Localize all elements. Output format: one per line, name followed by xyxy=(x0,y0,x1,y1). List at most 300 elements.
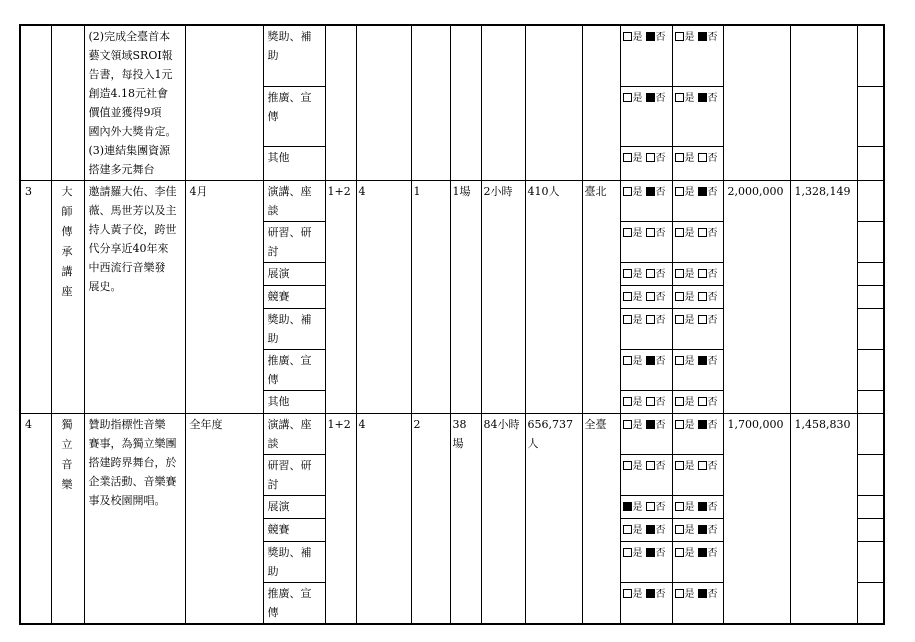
description-line: 展史。 xyxy=(88,280,122,293)
total-hours xyxy=(481,25,525,181)
option-cell xyxy=(672,286,723,309)
checkbox-yes[interactable] xyxy=(623,548,632,557)
item-name-char: 樂 xyxy=(61,478,73,491)
label-no: 否 xyxy=(655,461,666,472)
checkbox-no[interactable] xyxy=(646,292,655,301)
activity-type xyxy=(263,263,325,286)
option-cell xyxy=(672,583,723,625)
label-no: 否 xyxy=(707,461,718,472)
option-cell xyxy=(620,147,672,181)
session-count xyxy=(450,414,481,625)
label-yes: 是 xyxy=(632,92,643,104)
label-yes: 是 xyxy=(684,92,695,104)
option-cell xyxy=(672,542,723,583)
remarks xyxy=(857,414,884,455)
description-line: 國內外大獎肯定。 xyxy=(88,125,177,138)
yes-no-option xyxy=(675,228,718,239)
label-yes: 是 xyxy=(684,315,695,326)
description-line: 搭建跨界舞台，於 xyxy=(88,456,177,469)
checkbox-no[interactable] xyxy=(698,397,707,406)
label-no: 否 xyxy=(707,356,718,367)
checkbox-yes[interactable] xyxy=(623,525,632,534)
checkbox-yes[interactable] xyxy=(623,315,632,324)
label-no: 否 xyxy=(655,525,666,536)
label-yes: 是 xyxy=(632,548,643,559)
option-cell xyxy=(672,519,723,542)
label-yes: 是 xyxy=(632,315,643,326)
remarks xyxy=(857,286,884,309)
label-yes: 是 xyxy=(684,32,695,43)
actual-spend: 1,458,830 xyxy=(790,414,857,625)
remarks xyxy=(857,455,884,496)
yes-no-option xyxy=(623,93,666,104)
label-yes: 是 xyxy=(684,292,695,303)
description-line: 告書，每投入1元 xyxy=(88,68,173,81)
checkbox-yes[interactable] xyxy=(623,269,632,278)
checkbox-yes[interactable] xyxy=(623,356,632,365)
activity-type xyxy=(263,147,325,181)
description-line: 價值並獲得9項 xyxy=(88,106,162,119)
label-yes: 是 xyxy=(632,502,643,513)
checkbox-yes[interactable] xyxy=(675,356,684,365)
label-no: 否 xyxy=(655,548,666,559)
yes-no-option xyxy=(623,525,666,536)
yes-no-option xyxy=(675,315,718,326)
activity-type-line: 演講、座 xyxy=(267,418,312,431)
activity-type-line: 傳 xyxy=(267,606,279,619)
activity-type-line: 談 xyxy=(267,204,279,217)
label-no: 否 xyxy=(707,420,718,431)
checkbox-no[interactable] xyxy=(698,589,707,598)
label-yes: 是 xyxy=(684,187,695,198)
label-no: 否 xyxy=(707,548,718,559)
label-yes: 是 xyxy=(632,420,643,431)
yes-no-option xyxy=(675,461,718,472)
yes-no-option xyxy=(675,292,718,303)
total-hours: 2小時 xyxy=(481,181,525,414)
checkbox-no[interactable] xyxy=(646,315,655,324)
attendance-line: 人 xyxy=(527,437,539,450)
checkbox-no[interactable] xyxy=(698,461,707,470)
region: 臺北 xyxy=(582,181,620,414)
label-no: 否 xyxy=(707,269,718,280)
attendance-line: 656,737 xyxy=(527,418,573,431)
checkbox-yes[interactable] xyxy=(675,32,684,41)
remarks xyxy=(857,222,884,263)
checkbox-yes[interactable] xyxy=(675,153,684,162)
yes-no-option xyxy=(675,93,718,104)
checkbox-yes[interactable] xyxy=(675,397,684,406)
label-yes: 是 xyxy=(632,397,643,408)
session-count-line: 38 xyxy=(452,418,467,431)
checkbox-no[interactable] xyxy=(646,356,655,365)
yes-no-option xyxy=(675,356,718,367)
yes-no-option xyxy=(623,228,666,239)
checkbox-no[interactable] xyxy=(646,420,655,429)
remarks xyxy=(857,350,884,391)
item-name-char: 傳 xyxy=(61,225,73,238)
checkbox-no[interactable] xyxy=(698,292,707,301)
option-cell xyxy=(620,86,672,146)
label-yes: 是 xyxy=(684,269,695,280)
item-name-char: 承 xyxy=(61,245,73,258)
yes-no-option xyxy=(675,525,718,536)
checkbox-no[interactable] xyxy=(646,187,655,196)
activity-type xyxy=(263,181,325,222)
table-row xyxy=(20,414,884,455)
label-yes: 是 xyxy=(684,525,695,536)
option-cell xyxy=(672,181,723,222)
label-no: 否 xyxy=(655,397,666,408)
option-cell xyxy=(620,181,672,222)
item-name xyxy=(51,414,84,625)
label-no: 否 xyxy=(655,228,666,239)
attendance xyxy=(525,414,582,625)
label-no: 否 xyxy=(707,315,718,326)
label-no: 否 xyxy=(655,292,666,303)
checkbox-yes[interactable] xyxy=(675,93,684,102)
checkbox-yes[interactable] xyxy=(623,589,632,598)
activity-type-line: 展演 xyxy=(267,267,290,280)
label-no: 否 xyxy=(655,420,666,431)
option-cell xyxy=(620,583,672,625)
yes-no-option xyxy=(623,153,666,164)
indicator-1: 4 xyxy=(356,414,411,625)
activity-type xyxy=(263,496,325,519)
activity-type-line: 競賽 xyxy=(267,290,290,303)
checkbox-yes[interactable] xyxy=(623,187,632,196)
activity-type xyxy=(263,519,325,542)
activity-type-line: 助 xyxy=(267,332,279,345)
label-yes: 是 xyxy=(632,32,643,43)
total-hours: 84小時 xyxy=(481,414,525,625)
checkbox-no[interactable] xyxy=(698,356,707,365)
session-count xyxy=(450,25,481,181)
activity-type-line: 傳 xyxy=(267,109,279,123)
label-yes: 是 xyxy=(684,502,695,513)
label-no: 否 xyxy=(655,502,666,513)
target-audience: 1+2 xyxy=(325,181,356,414)
checkbox-yes[interactable] xyxy=(675,420,684,429)
option-cell xyxy=(620,222,672,263)
checkbox-yes[interactable] xyxy=(675,228,684,237)
checkbox-no[interactable] xyxy=(698,269,707,278)
option-cell xyxy=(620,414,672,455)
remarks xyxy=(857,391,884,414)
item-name-char: 獨 xyxy=(61,418,73,431)
remarks xyxy=(857,542,884,583)
description-line: 邀請羅大佑、李佳 xyxy=(88,185,177,198)
activity-type-line: 討 xyxy=(267,245,279,258)
checkbox-yes[interactable] xyxy=(623,397,632,406)
indicator-2: 1 xyxy=(411,181,450,414)
label-yes: 是 xyxy=(632,153,643,165)
indicator-2: 2 xyxy=(411,414,450,625)
description-line: 藝文領域SROI報 xyxy=(88,49,173,62)
label-yes: 是 xyxy=(632,356,643,367)
table-body xyxy=(20,25,884,624)
option-cell xyxy=(620,286,672,309)
activity-type xyxy=(263,414,325,455)
label-no: 否 xyxy=(707,525,718,536)
yes-no-option xyxy=(623,187,666,198)
checkbox-no[interactable] xyxy=(698,153,707,162)
activity-type-line: 助 xyxy=(267,49,279,62)
checkbox-no[interactable] xyxy=(698,32,707,41)
checkbox-no[interactable] xyxy=(646,153,655,162)
description-line: 代分享近40年來 xyxy=(88,242,169,255)
checkbox-no[interactable] xyxy=(698,548,707,557)
remarks xyxy=(857,25,884,86)
remarks xyxy=(857,309,884,350)
activity-type-line: 談 xyxy=(267,437,279,450)
yes-no-option xyxy=(623,356,666,367)
remarks xyxy=(857,263,884,286)
yes-no-option xyxy=(623,32,666,43)
option-cell xyxy=(672,86,723,146)
activity-type-line: 展演 xyxy=(267,500,290,513)
option-cell xyxy=(672,350,723,391)
checkbox-yes[interactable] xyxy=(675,315,684,324)
option-cell xyxy=(672,263,723,286)
option-cell xyxy=(620,350,672,391)
description-line: 薇、馬世芳以及主 xyxy=(88,204,177,217)
checkbox-no[interactable] xyxy=(698,502,707,511)
checkbox-yes[interactable] xyxy=(675,269,684,278)
checkbox-no[interactable] xyxy=(646,32,655,41)
label-no: 否 xyxy=(707,32,718,43)
label-no: 否 xyxy=(707,228,718,239)
activity-type xyxy=(263,86,325,146)
activity-type-line: 助 xyxy=(267,565,279,578)
activity-type xyxy=(263,583,325,625)
activity-type xyxy=(263,350,325,391)
checkbox-yes[interactable] xyxy=(623,228,632,237)
activity-type-line: 研習、研 xyxy=(267,459,312,472)
label-no: 否 xyxy=(707,292,718,303)
checkbox-no[interactable] xyxy=(698,228,707,237)
checkbox-no[interactable] xyxy=(646,548,655,557)
remarks xyxy=(857,496,884,519)
indicator-1 xyxy=(356,25,411,181)
label-no: 否 xyxy=(707,589,718,600)
checkbox-no[interactable] xyxy=(646,502,655,511)
checkbox-yes[interactable] xyxy=(623,93,632,102)
item-number: 4 xyxy=(20,414,51,625)
checkbox-yes[interactable] xyxy=(675,525,684,534)
option-cell xyxy=(672,25,723,86)
checkbox-yes[interactable] xyxy=(675,502,684,511)
activity-type-line: 獎助、補 xyxy=(267,546,312,559)
yes-no-option xyxy=(623,292,666,303)
activity-type xyxy=(263,309,325,350)
actual-spend xyxy=(790,25,857,181)
item-name xyxy=(51,181,84,414)
option-cell xyxy=(620,391,672,414)
target-audience xyxy=(325,25,356,181)
checkbox-yes[interactable] xyxy=(675,292,684,301)
table-row xyxy=(20,181,884,222)
attendance: 410人 xyxy=(525,181,582,414)
label-yes: 是 xyxy=(632,187,643,198)
option-cell xyxy=(672,309,723,350)
activity-type xyxy=(263,25,325,86)
label-yes: 是 xyxy=(684,548,695,559)
budget xyxy=(723,25,790,181)
checkbox-yes[interactable] xyxy=(623,32,632,41)
checkbox-no[interactable] xyxy=(646,228,655,237)
description-line: (3)連結集團資源 xyxy=(88,144,171,157)
label-no: 否 xyxy=(655,92,666,104)
target-audience: 1+2 xyxy=(325,414,356,625)
option-cell xyxy=(672,222,723,263)
yes-no-option xyxy=(675,269,718,280)
checkbox-yes[interactable] xyxy=(623,292,632,301)
checkbox-no[interactable] xyxy=(698,93,707,102)
description-line: (2)完成全臺首本 xyxy=(88,30,171,43)
remarks xyxy=(857,181,884,222)
budget: 1,700,000 xyxy=(723,414,790,625)
item-name xyxy=(51,25,84,181)
yes-no-option xyxy=(623,589,666,600)
activity-type xyxy=(263,391,325,414)
checkbox-no[interactable] xyxy=(698,315,707,324)
item-name-char: 座 xyxy=(61,285,73,298)
option-cell xyxy=(620,25,672,86)
label-yes: 是 xyxy=(684,397,695,408)
table-row xyxy=(20,25,884,86)
option-cell xyxy=(672,147,723,181)
option-cell xyxy=(620,542,672,583)
remarks xyxy=(857,519,884,542)
checkbox-yes[interactable] xyxy=(675,187,684,196)
label-no: 否 xyxy=(655,32,666,43)
checkbox-yes[interactable] xyxy=(623,461,632,470)
label-no: 否 xyxy=(655,269,666,280)
checkbox-yes[interactable] xyxy=(623,153,632,162)
label-yes: 是 xyxy=(632,292,643,303)
checkbox-yes[interactable] xyxy=(623,502,632,511)
checkbox-no[interactable] xyxy=(646,397,655,406)
yes-no-option xyxy=(623,502,666,513)
label-yes: 是 xyxy=(684,356,695,367)
label-no: 否 xyxy=(707,92,718,104)
description-line: 創造4.18元社會 xyxy=(88,87,168,100)
checkbox-no[interactable] xyxy=(646,589,655,598)
yes-no-option xyxy=(623,461,666,472)
checkbox-no[interactable] xyxy=(646,525,655,534)
yes-no-option xyxy=(675,548,718,559)
activity-type-line: 競賽 xyxy=(267,523,290,536)
yes-no-option xyxy=(623,420,666,431)
label-yes: 是 xyxy=(632,228,643,239)
activity-type xyxy=(263,455,325,496)
option-cell xyxy=(672,391,723,414)
checkbox-yes[interactable] xyxy=(675,548,684,557)
description-line: 企業活動、音樂賽 xyxy=(88,475,177,488)
option-cell xyxy=(672,496,723,519)
checkbox-yes[interactable] xyxy=(675,461,684,470)
label-no: 否 xyxy=(707,153,718,165)
activity-type-line: 推廣、宣 xyxy=(267,90,312,104)
option-cell xyxy=(620,496,672,519)
label-yes: 是 xyxy=(632,525,643,536)
session-count: 1場 xyxy=(450,181,481,414)
item-name-char: 講 xyxy=(61,265,73,278)
description-line: 中西流行音樂發 xyxy=(88,261,166,274)
remarks xyxy=(857,147,884,181)
activity-type xyxy=(263,222,325,263)
activity-type-line: 其他 xyxy=(267,395,290,408)
description-line: 搭建多元舞台 xyxy=(88,163,155,176)
label-no: 否 xyxy=(707,502,718,513)
region xyxy=(582,25,620,181)
yes-no-option xyxy=(675,153,718,164)
period xyxy=(185,25,263,181)
description-line: 贊助指標性音樂 xyxy=(88,418,166,431)
description-line: 賽事，為獨立樂團 xyxy=(88,437,177,450)
item-description xyxy=(84,414,185,625)
activity-type-line: 討 xyxy=(267,478,279,491)
activity-table xyxy=(19,24,885,625)
label-yes: 是 xyxy=(632,589,643,600)
item-number xyxy=(20,25,51,181)
activity-type-line: 推廣、宣 xyxy=(267,587,312,600)
activity-type-line: 獎助、補 xyxy=(267,30,312,43)
option-cell xyxy=(620,309,672,350)
item-name-char: 音 xyxy=(61,458,73,471)
label-no: 否 xyxy=(655,187,666,198)
period: 全年度 xyxy=(185,414,263,625)
label-yes: 是 xyxy=(684,420,695,431)
label-yes: 是 xyxy=(684,589,695,600)
period: 4月 xyxy=(185,181,263,414)
checkbox-yes[interactable] xyxy=(623,420,632,429)
attendance xyxy=(525,25,582,181)
label-no: 否 xyxy=(655,153,666,165)
checkbox-no[interactable] xyxy=(698,420,707,429)
checkbox-no[interactable] xyxy=(698,187,707,196)
yes-no-option xyxy=(675,589,718,600)
yes-no-option xyxy=(623,397,666,408)
budget: 2,000,000 xyxy=(723,181,790,414)
option-cell xyxy=(672,414,723,455)
activity-type-line: 獎助、補 xyxy=(267,313,312,326)
option-cell xyxy=(620,455,672,496)
remarks xyxy=(857,583,884,625)
item-description xyxy=(84,181,185,414)
checkbox-no[interactable] xyxy=(646,93,655,102)
label-yes: 是 xyxy=(632,461,643,472)
yes-no-option xyxy=(675,502,718,513)
activity-type xyxy=(263,286,325,309)
region: 全臺 xyxy=(582,414,620,625)
activity-type-line: 傳 xyxy=(267,373,279,386)
checkbox-no[interactable] xyxy=(646,269,655,278)
label-no: 否 xyxy=(655,315,666,326)
activity-type xyxy=(263,542,325,583)
option-cell xyxy=(620,263,672,286)
checkbox-no[interactable] xyxy=(646,461,655,470)
activity-type-line: 推廣、宣 xyxy=(267,354,312,367)
label-yes: 是 xyxy=(684,153,695,165)
checkbox-no[interactable] xyxy=(698,525,707,534)
indicator-2 xyxy=(411,25,450,181)
yes-no-option xyxy=(623,315,666,326)
label-no: 否 xyxy=(655,589,666,600)
checkbox-yes[interactable] xyxy=(675,589,684,598)
item-name-vertical xyxy=(62,182,74,302)
